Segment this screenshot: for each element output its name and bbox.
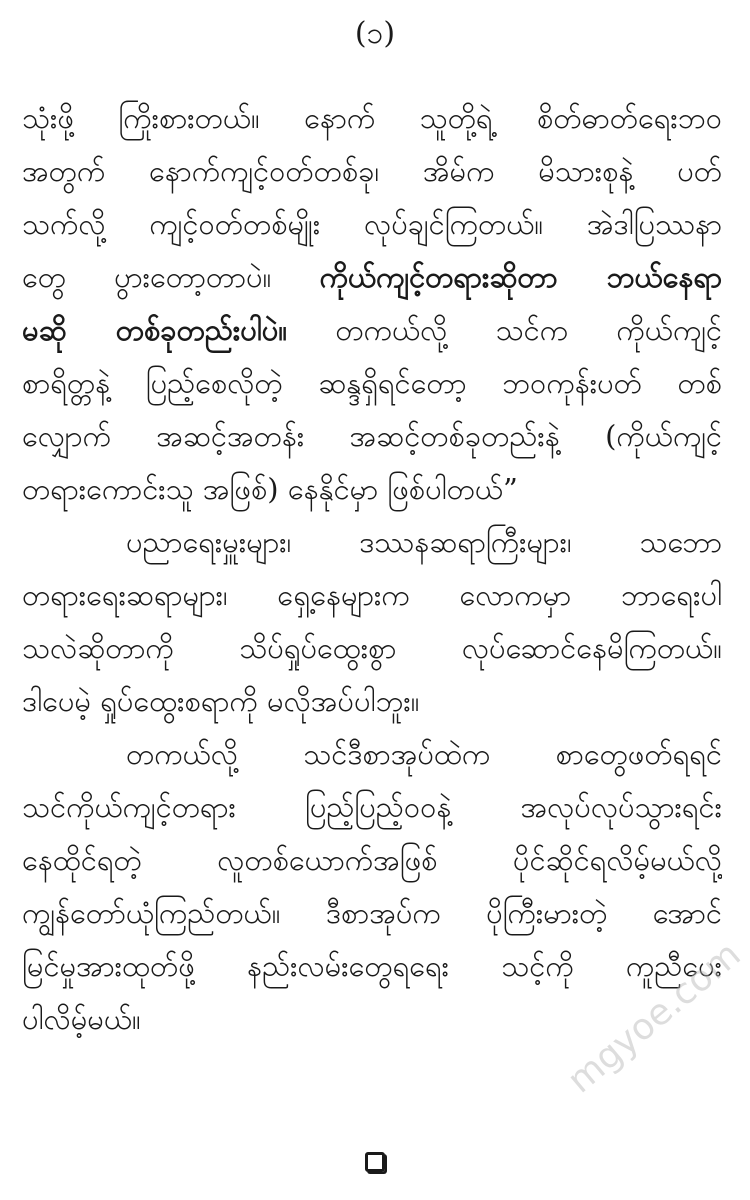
text-line-4-regular: တွေ ပွားတော့တာပဲ။: [22, 260, 272, 294]
text-line-8: တရားကောင်းသူ အဖြစ်) နေနိုင်မှာ ဖြစ်ပါတယ်”: [22, 472, 518, 506]
text-line-5-regular: တကယ်လို့ သင်က ကိုယ်ကျင့်: [335, 313, 722, 347]
body-text: [22, 92, 722, 1046]
text-line-13: တကယ်လို့ သင်ဒီစာအုပ်ထဲက စာတွေဖတ်ရရင်: [126, 737, 722, 771]
text-line-15: နေထိုင်ရတဲ့ လူတစ်ယောက်အဖြစ် ပိုင်ဆိုင်ရလိမ့်မယ်လို့: [22, 843, 722, 877]
text-line-18: ပါလိမ့်မယ်။: [22, 1002, 141, 1036]
text-line-11: သလဲဆိုတာကို သိပ်ရှုပ်ထွေးစွာ လုပ်ဆောင်နေမိကြတယ်။: [22, 631, 722, 665]
watermark: mgyoe.com: [560, 933, 749, 1102]
text-line-7: လျှောက် အဆင့်အတန်း အဆင့်တစ်ခုတည်းနဲ့ (ကိုယ်ကျင့်: [22, 419, 722, 453]
end-of-section-square-icon: [365, 1152, 385, 1172]
text-line-14: သင်ကိုယ်ကျင့်တရား ပြည့်ပြည့်ဝဝနဲ့ အလုပ်လုပ်သွားရင်း: [22, 790, 722, 824]
text-line-1: သုံးဖို့ ကြိုးစားတယ်။ နောက် သူတို့ရဲ့ စိတ်ဓာတ်ရေးဘဝ: [22, 101, 722, 135]
page-number: (၁): [354, 16, 396, 51]
text-line-4-bold: ကိုယ်ကျင့်တရားဆိုတာ ဘယ်နေရာ: [319, 260, 722, 294]
text-line-2: အတွက် နောက်ကျင့်ဝတ်တစ်ခု၊ အိမ်က မိသားစုနဲ့ ပတ်: [22, 154, 722, 188]
text-line-17: မြင်မှုအားထုတ်ဖို့ နည်းလမ်းတွေရရေး သင့်ကို ကူညီပေး: [22, 949, 722, 983]
text-line-6: စာရိတ္တနဲ့ ပြည့်စေလိုတဲ့ ဆန္ဒရှိရင်တော့ ဘဝကုန်းပတ် တစ်: [22, 366, 722, 400]
text-line-10: တရားရေးဆရာများ၊ ရှေ့နေများက လောကမှာ ဘာရေးပါ: [22, 578, 722, 612]
text-line-12: ဒါပေမဲ့ ရှုပ်ထွေးစရာကို မလိုအပ်ပါဘူး။: [22, 684, 420, 718]
text-line-5-bold: မဆို တစ်ခုတည်းပါပဲ။: [22, 313, 288, 347]
text-line-16: ကျွန်တော်ယုံကြည်တယ်။ ဒီစာအုပ်က ပိုကြီးမားတဲ့ အောင်: [22, 896, 722, 930]
text-line-9: ပညာရေးမှူးများ၊ ဒဿနဆရာကြီးများ၊ သဘော: [126, 525, 722, 559]
text-line-5: [22, 304, 722, 357]
text-line-4: [22, 251, 722, 304]
text-line-3: သက်လို့ ကျင့်ဝတ်တစ်မျိုး လုပ်ချင်ကြတယ်။ အဲဒါပြဿနာ: [22, 207, 722, 241]
